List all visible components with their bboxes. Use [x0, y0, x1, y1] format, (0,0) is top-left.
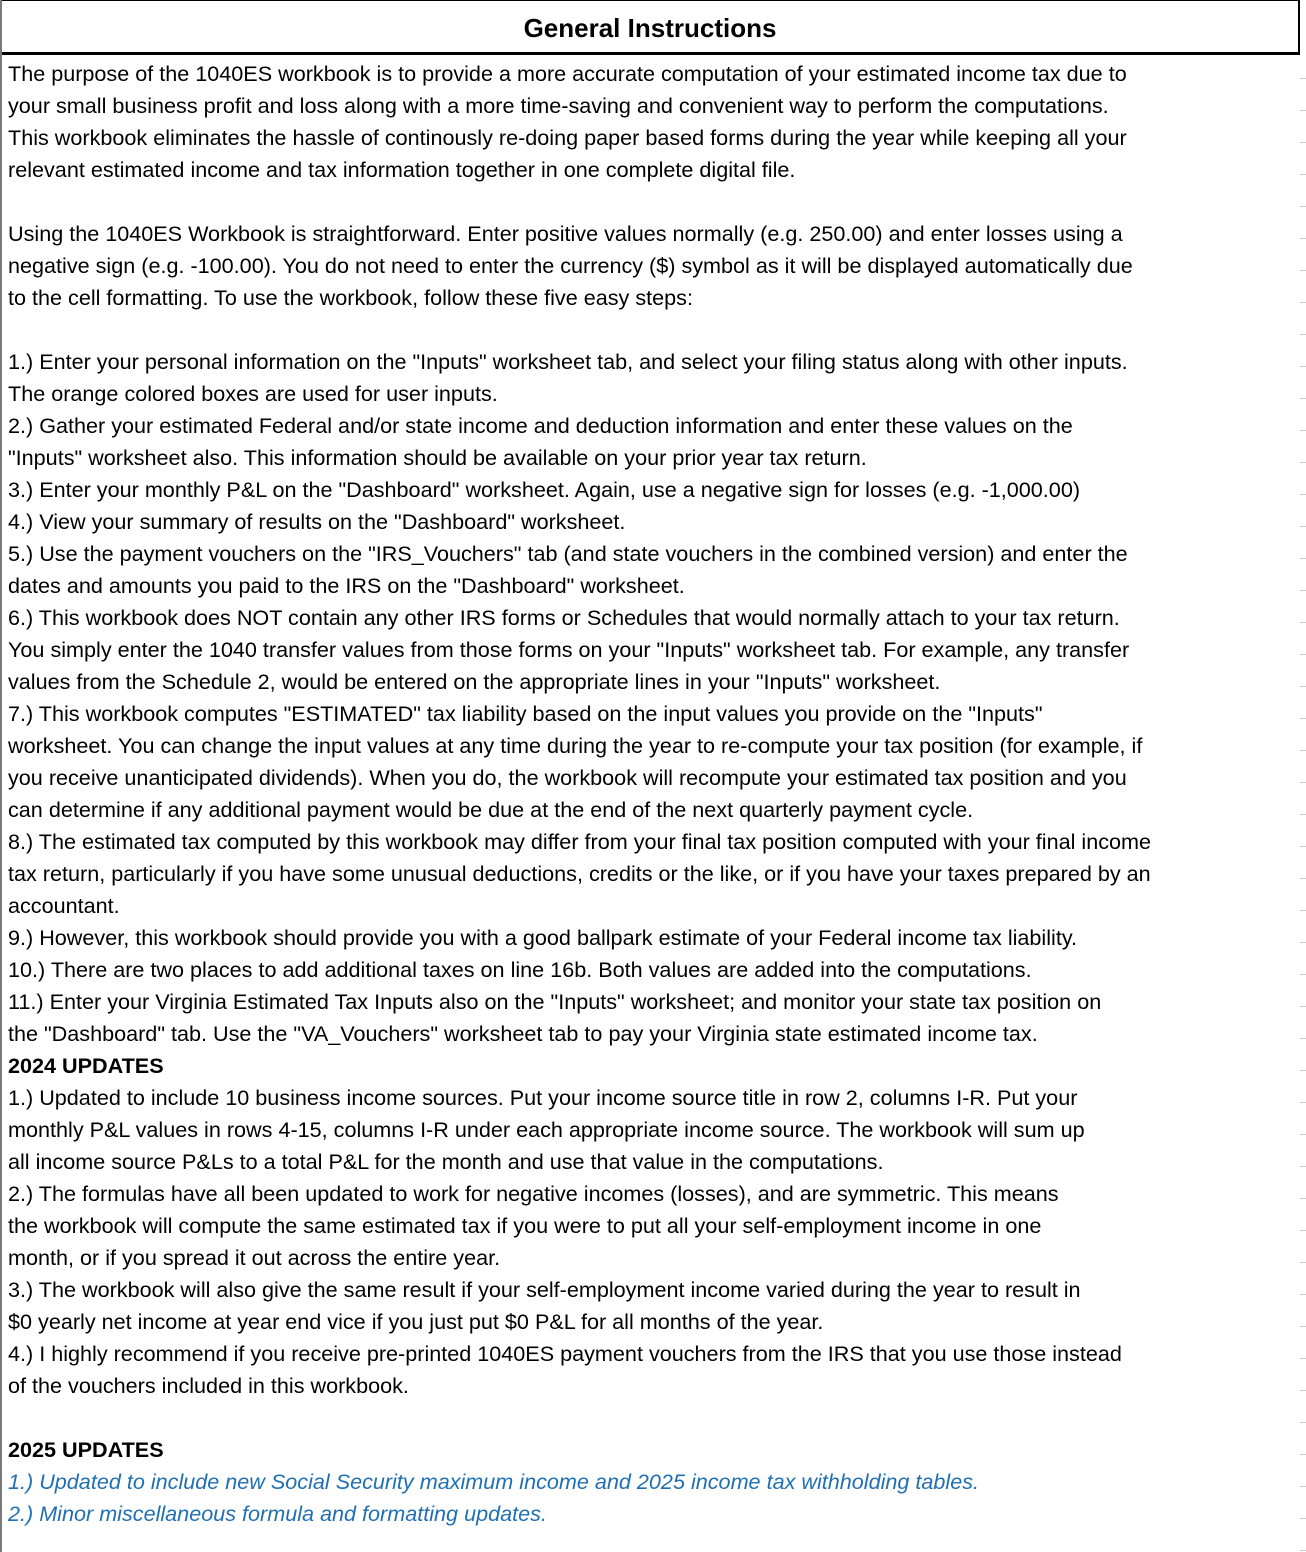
instruction-line: 5.) Use the payment vouchers on the "IRS_Vouchers" tab (and state vouchers in the combined version) and enter the	[8, 541, 1128, 566]
instruction-line: worksheet. You can change the input values at any time during the year to re-compute your tax position (for example, if	[8, 733, 1143, 758]
instruction-line: tax return, particularly if you have some unusual deductions, credits or the like, or if you have your taxes prepared by an	[8, 861, 1151, 886]
instruction-line: 6.) This workbook does NOT contain any other IRS forms or Schedules that would normally attach to your tax return.	[8, 605, 1120, 630]
instruction-line: month, or if you spread it out across the entire year.	[8, 1245, 501, 1270]
blank-line	[8, 1402, 1300, 1434]
instruction-line: 1.) Enter your personal information on the "Inputs" worksheet tab, and select your filing status along with other inputs.	[8, 349, 1128, 374]
instruction-line: 1.) Updated to include 10 business income sources. Put your income source title in row 2, columns I-R. Put your	[8, 1085, 1078, 1110]
instruction-line: dates and amounts you paid to the IRS on the "Dashboard" worksheet.	[8, 573, 685, 598]
instruction-line: 11.) Enter your Virginia Estimated Tax Inputs also on the "Inputs" worksheet; and monitor your state tax position on	[8, 989, 1102, 1014]
page-title: General Instructions	[523, 13, 777, 43]
instruction-line: This workbook eliminates the hassle of continously re-doing paper based forms during the year while keeping all your	[8, 125, 1127, 150]
instruction-line: $0 yearly net income at year end vice if you just put $0 P&L for all months of the year.	[8, 1309, 824, 1334]
update-note-line: 1.) Updated to include new Social Security maximum income and 2025 income tax withholding tables.	[8, 1469, 980, 1494]
instruction-line: monthly P&L values in rows 4-15, columns I-R under each appropriate income source. The workbook will sum up	[8, 1117, 1085, 1142]
instruction-line: accountant.	[8, 893, 120, 918]
update-note-line: 2.) Minor miscellaneous formula and formatting updates.	[8, 1501, 547, 1526]
instruction-line: The purpose of the 1040ES workbook is to provide a more accurate computation of your estimated income tax due to	[8, 61, 1127, 86]
instruction-line: 8.) The estimated tax computed by this workbook may differ from your final tax position computed with your final income	[8, 829, 1152, 854]
instruction-line: the workbook will compute the same estimated tax if you were to put all your self-employment income in one	[8, 1213, 1042, 1238]
instruction-line: "Inputs" worksheet also. This information should be available on your prior year tax return.	[8, 445, 867, 470]
blank-line	[8, 314, 1300, 346]
instruction-line: 3.) Enter your monthly P&L on the "Dashboard" worksheet. Again, use a negative sign for losses (e.g. -1,000.00)	[8, 477, 1081, 502]
instruction-line: The orange colored boxes are used for user inputs.	[8, 381, 498, 406]
instruction-line: 10.) There are two places to add additional taxes on line 16b. Both values are added into the computations.	[8, 957, 1032, 982]
blank-line	[8, 186, 1300, 218]
instruction-line: 4.) View your summary of results on the "Dashboard" worksheet.	[8, 509, 626, 534]
instruction-line: your small business profit and loss along with a more time-saving and convenient way to perform the computations.	[8, 93, 1109, 118]
instruction-line: relevant estimated income and tax information together in one complete digital file.	[8, 157, 796, 182]
instruction-line: 4.) I highly recommend if you receive pre-printed 1040ES payment vouchers from the IRS that you use those instead	[8, 1341, 1122, 1366]
instruction-line: 9.) However, this workbook should provide you with a good ballpark estimate of your Federal income tax liability.	[8, 925, 1078, 950]
instruction-line: negative sign (e.g. -100.00). You do not need to enter the currency ($) symbol as it will be displayed automatically due	[8, 253, 1133, 278]
section-heading: 2025 UPDATES	[8, 1437, 164, 1462]
instruction-line: to the cell formatting. To use the workbook, follow these five easy steps:	[8, 285, 693, 310]
instruction-line: You simply enter the 1040 transfer values from those forms on your "Inputs" worksheet tab. For example, any transfer	[8, 637, 1130, 662]
instruction-line: all income source P&Ls to a total P&L for the month and use that value in the computations.	[8, 1149, 884, 1174]
instruction-line: 2.) The formulas have all been updated to work for negative incomes (losses), and are symmetric. This means	[8, 1181, 1059, 1206]
section-heading: 2024 UPDATES	[8, 1053, 164, 1078]
instruction-line: the "Dashboard" tab. Use the "VA_Vouchers" worksheet tab to pay your Virginia state estimated income tax.	[8, 1021, 1038, 1046]
instruction-line: of the vouchers included in this workbook.	[8, 1373, 409, 1398]
instruction-line: Using the 1040ES Workbook is straightforward. Enter positive values normally (e.g. 250.00) and enter losses using a	[8, 221, 1123, 246]
instruction-line: values from the Schedule 2, would be entered on the appropriate lines in your "Inputs" worksheet.	[8, 669, 941, 694]
instruction-line: 2.) Gather your estimated Federal and/or state income and deduction information and enter these values on the	[8, 413, 1073, 438]
instruction-line: you receive unanticipated dividends). When you do, the workbook will recompute your estimated tax position and you	[8, 765, 1127, 790]
instructions-body	[8, 58, 1300, 1530]
instruction-line: 3.) The workbook will also give the same result if your self-employment income varied during the year to result in	[8, 1277, 1081, 1302]
instructions-title-cell[interactable]	[2, 0, 1300, 55]
instruction-line: 7.) This workbook computes "ESTIMATED" tax liability based on the input values you provide on the "Inputs"	[8, 701, 1043, 726]
cell-gridlines	[1300, 58, 1306, 1552]
instruction-line: can determine if any additional payment would be due at the end of the next quarterly payment cycle.	[8, 797, 974, 822]
